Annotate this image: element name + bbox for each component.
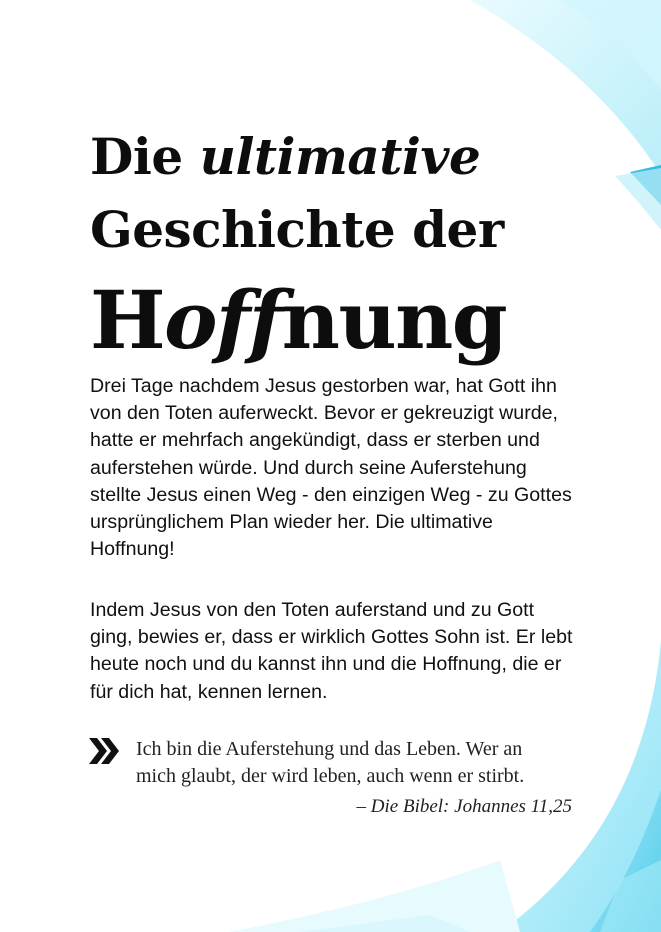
quote-line-1: Ich bin die Auferstehung und das Leben. Wer an bbox=[136, 738, 523, 760]
body-paragraph-2: Indem Jesus von den Toten auferstand und zu Gott ging, bewies er, dass er wirklich Gottes Sohn ist. Er lebt heute noch und du kannst ihn und die Hoffnung, die er für dich hat, kennen lernen. bbox=[90, 599, 573, 703]
title-part-nung: nung bbox=[281, 273, 507, 367]
body-paragraph-1: Drei Tage nachdem Jesus gestorben war, hat Gott ihn von den Toten auferweckt. Bevor er gekreuzigt wurde, hatte er mehrfach angekündigt, dass er sterben und auferstehen würde. Und durch seine Auferstehung stellte Jesus einen Weg - den einzigen Weg - zu Gottes ursprünglichem Plan wieder her. Die ultimative Hoffnung! bbox=[90, 375, 572, 561]
page-title bbox=[90, 122, 506, 372]
title-part-off: off bbox=[164, 273, 282, 367]
title-line-1 bbox=[90, 122, 506, 192]
title-line-2: Geschichte der bbox=[90, 200, 504, 259]
title-word-die: Die bbox=[90, 127, 183, 186]
double-chevron-right-icon bbox=[88, 737, 120, 765]
quote-line-2: mich glaubt, der wird leben, auch wenn er stirbt. bbox=[136, 765, 525, 787]
bible-quote bbox=[136, 736, 581, 790]
title-part-h: H bbox=[90, 273, 165, 367]
title-word-ultimative: ultimative bbox=[199, 127, 481, 186]
title-line-3 bbox=[90, 268, 506, 372]
quote-citation: – Die Bibel: Johannes 11,25 bbox=[356, 796, 572, 817]
